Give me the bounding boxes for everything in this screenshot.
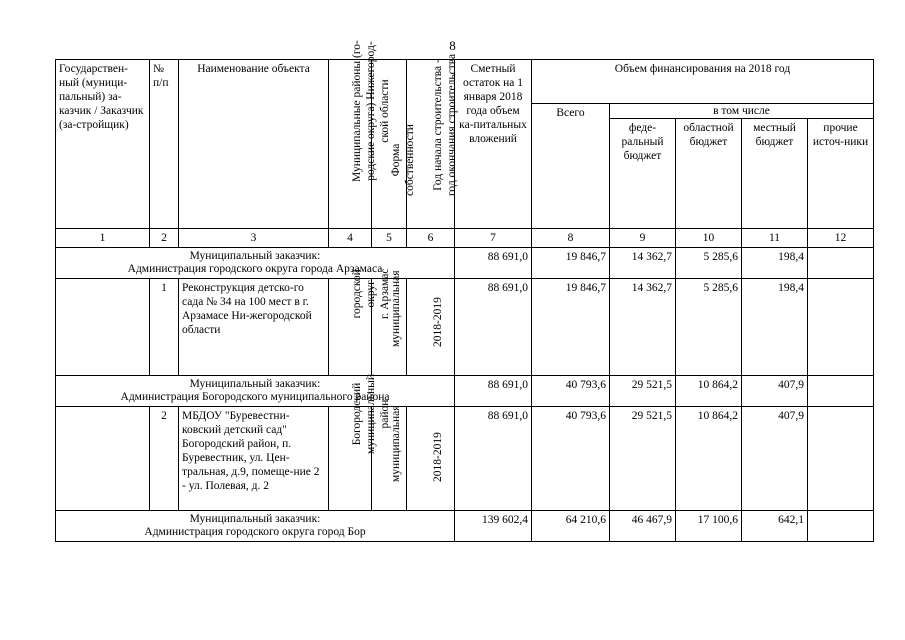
header-number: № п/п: [150, 60, 179, 229]
object-number: 1: [150, 279, 179, 376]
local-value: 198,4: [742, 279, 808, 376]
total-value: 40 793,6: [532, 376, 610, 407]
header-regional: областной бюджет: [676, 119, 742, 229]
customer-row: [56, 511, 874, 542]
other-value: [808, 279, 874, 376]
object-row: [56, 407, 874, 511]
col-number: 8: [532, 229, 610, 248]
regional-value: 17 100,6: [676, 511, 742, 542]
header-years: Год начала строительства - год окончания строительства: [407, 60, 455, 229]
regional-value: 5 285,6: [676, 248, 742, 279]
header-financing: Объем финансирования на 2018 год: [532, 60, 874, 104]
col-number: 12: [808, 229, 874, 248]
col-number: 7: [455, 229, 532, 248]
header-object-name: Наименование объекта: [179, 60, 329, 229]
header-customer: Государствен-ный (муници-пальный) за-казчик / Заказчик (за-стройщик): [56, 60, 150, 229]
col-number: 4: [329, 229, 372, 248]
col-number: 11: [742, 229, 808, 248]
other-value: [808, 407, 874, 511]
other-value: [808, 248, 874, 279]
customer-cell: [56, 279, 150, 376]
object-ownership: муниципальная: [372, 407, 407, 511]
customer-row: [56, 376, 874, 407]
header-districts: Муниципальные районы (го- родские округа) Нижегород- ской области: [329, 60, 372, 229]
customer-label: Муниципальный заказчик: Администрация городского округа города Арзамаса: [56, 248, 455, 279]
header-total: Всего: [532, 104, 610, 229]
local-value: 407,9: [742, 407, 808, 511]
federal-value: 29 521,5: [610, 376, 676, 407]
col-number: 10: [676, 229, 742, 248]
local-value: 642,1: [742, 511, 808, 542]
object-row: [56, 279, 874, 376]
federal-value: 14 362,7: [610, 248, 676, 279]
balance-value: 139 602,4: [455, 511, 532, 542]
other-value: [808, 376, 874, 407]
col-number: 2: [150, 229, 179, 248]
col-number: 6: [407, 229, 455, 248]
header-balance: Сметный остаток на 1 января 2018 года объем ка-питальных вложений: [455, 60, 532, 229]
total-value: 64 210,6: [532, 511, 610, 542]
local-value: 407,9: [742, 376, 808, 407]
balance-value: 88 691,0: [455, 407, 532, 511]
other-value: [808, 511, 874, 542]
customer-row: [56, 248, 874, 279]
object-name: Реконструкция детско-го сада № 34 на 100 мест в г. Арзамасе Ни-жегородской области: [179, 279, 329, 376]
header-federal: феде-ральный бюджет: [610, 119, 676, 229]
regional-value: 10 864,2: [676, 376, 742, 407]
header-including: в том числе: [610, 104, 874, 119]
regional-value: 5 285,6: [676, 279, 742, 376]
object-years: 2018-2019: [407, 279, 455, 376]
object-years: 2018-2019: [407, 407, 455, 511]
page-number: 8: [449, 38, 456, 53]
balance-value: 88 691,0: [455, 248, 532, 279]
object-district: Богородский муниципальный район: [329, 407, 372, 511]
col-number: 9: [610, 229, 676, 248]
header-ownership: Форма собственности: [372, 60, 407, 229]
regional-value: 10 864,2: [676, 407, 742, 511]
column-number-row: [56, 229, 874, 248]
local-value: 198,4: [742, 248, 808, 279]
col-number: 5: [372, 229, 407, 248]
customer-label: Муниципальный заказчик: Администрация Богородского муниципального района: [56, 376, 455, 407]
balance-value: 88 691,0: [455, 376, 532, 407]
object-district: городской округ г. Арзамас: [329, 279, 372, 376]
federal-value: 14 362,7: [610, 279, 676, 376]
header-other: прочие источ-ники: [808, 119, 874, 229]
col-number: 1: [56, 229, 150, 248]
total-value: 40 793,6: [532, 407, 610, 511]
total-value: 19 846,7: [532, 279, 610, 376]
object-number: 2: [150, 407, 179, 511]
object-name: МБДОУ "Буревестни-ковский детский сад" Богородский район, п. Буревестник, ул. Цен-тральная, д.9, помеще-ние 2 - ул. Полевая, д. 2: [179, 407, 329, 511]
object-ownership: муниципальная: [372, 279, 407, 376]
customer-label: Муниципальный заказчик: Администрация городского округа город Бор: [56, 511, 455, 542]
investment-table: [55, 40, 874, 542]
header-local: местный бюджет: [742, 119, 808, 229]
col-number: 3: [179, 229, 329, 248]
customer-cell: [56, 407, 150, 511]
federal-value: 29 521,5: [610, 407, 676, 511]
balance-value: 88 691,0: [455, 279, 532, 376]
federal-value: 46 467,9: [610, 511, 676, 542]
total-value: 19 846,7: [532, 248, 610, 279]
